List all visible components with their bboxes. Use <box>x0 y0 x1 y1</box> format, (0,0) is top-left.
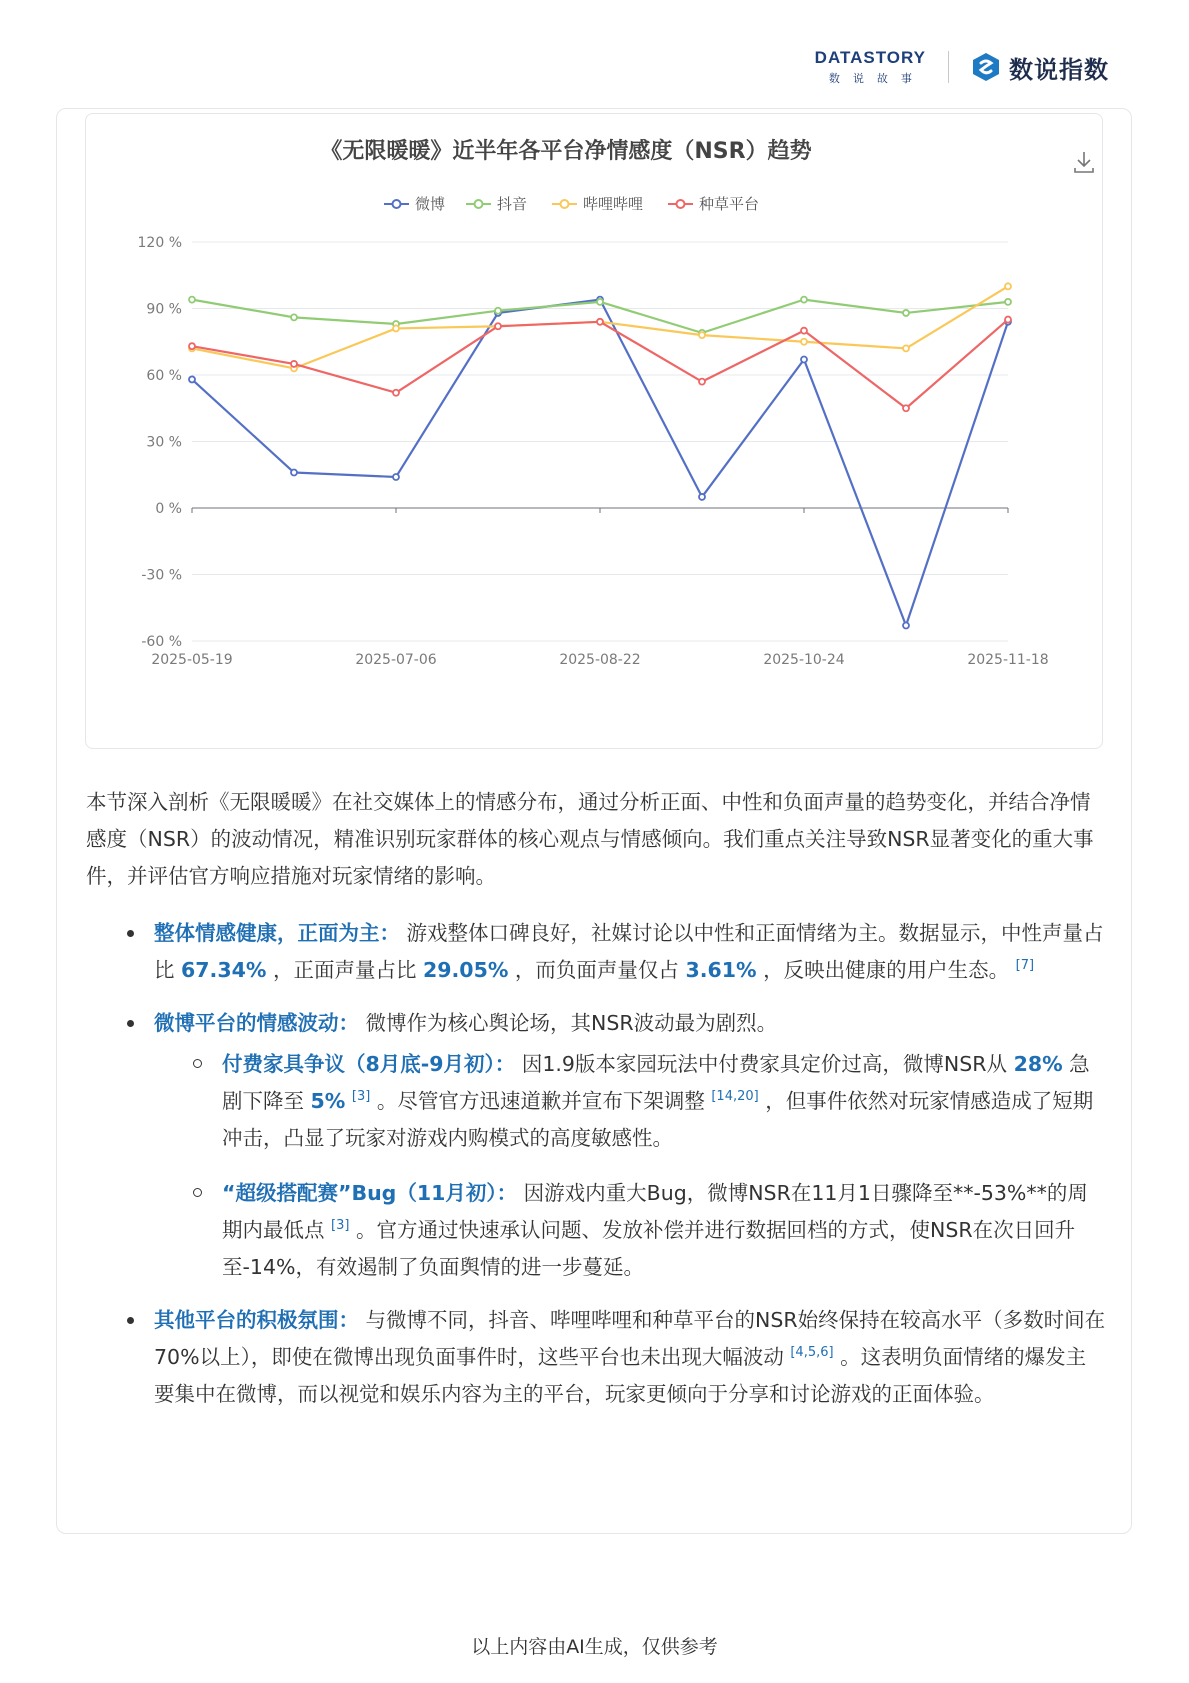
sub-title: 付费家具争议（8月底-9月初）： <box>222 1052 516 1076</box>
legend-item[interactable] <box>668 195 759 213</box>
legend-item[interactable] <box>552 195 643 213</box>
y-tick-label: -60 % <box>141 634 182 650</box>
list-item: 整体情感健康，正面为主： 游戏整体口碑良好，社媒讨论以中性和正面情绪为主。数据显示，中性声量占比 67.34% ，正面声量占比 29.05% ，而负面声量仅占 3.61% ，反映出健康的用户生态。 [7] <box>86 915 1106 989</box>
datastory-logo <box>815 48 926 86</box>
y-tick-label: 30 % <box>146 434 182 451</box>
data-point <box>1005 283 1011 289</box>
data-point <box>291 361 297 367</box>
citation-link[interactable]: [4,5,6] <box>790 1345 834 1361</box>
stat-neutral: 67.34% <box>181 958 267 982</box>
bullet-title: 微博平台的情感波动： <box>154 1011 359 1035</box>
ai-disclaimer: 以上内容由AI生成，仅供参考 <box>471 1636 718 1658</box>
header-divider <box>948 51 949 83</box>
brand-hexagon-icon <box>971 52 1001 82</box>
data-point <box>597 319 603 325</box>
header <box>815 44 1109 90</box>
x-tick-label: 2025-07-06 <box>355 652 437 668</box>
stat-positive: 29.05% <box>422 958 509 982</box>
y-tick-label: -30 % <box>141 567 182 584</box>
data-point <box>801 328 807 334</box>
data-point <box>495 308 501 314</box>
bullet-title: 其他平台的积极氛围： <box>154 1308 359 1332</box>
chart-container <box>85 113 1103 749</box>
data-point <box>699 494 705 500</box>
data-point <box>903 405 909 411</box>
x-tick-label: 2025-11-18 <box>967 652 1049 668</box>
intro-paragraph: 本节深入剖析《无限暖暖》在社交媒体上的情感分布，通过分析正面、中性和负面声量的趋势变化，并结合净情感度（NSR）的波动情况，精准识别玩家群体的核心观点与情感倾向。我们重点关注导致NSR显著变化的重大事件，并评估官方响应措施对玩家情绪的影响。 <box>86 790 1094 888</box>
list-item: 微博平台的情感波动： 微博作为核心舆论场，其NSR波动最为剧烈。 付费家具争议（8月底-9月初）： 因1.9版本家园玩法中付费家具定价过高，微博NSR从 28% 急剧下降至 5% [3] 。尽管官方迅速道歉并宣布下架调整 [14,20] ，但事件依然对玩家情感造成了短期冲击，凸显了玩家对游戏内购模式的高度敏感性。 “超级搭配赛”Bug（11月初）： 因游戏内重大Bug，微博NSR在11月1日骤降至**-53%**的周期内最低点 [3] 。官方通过快速承认问题、发放补偿并进行数据回档的方式，使NSR在次日回升至-14%，有效遏制了负面舆情的进一步蔓延。 <box>86 1005 1106 1286</box>
legend-label: 微博 <box>415 195 446 213</box>
legend-label: 种草平台 <box>699 195 760 213</box>
legend-item[interactable] <box>466 195 527 213</box>
sub-title: “超级搭配赛”Bug（11月初）： <box>222 1181 518 1205</box>
datastory-logo-sub: 数说故事 <box>828 72 925 85</box>
download-icon[interactable] <box>1075 152 1093 172</box>
legend-marker <box>475 200 483 208</box>
data-point <box>291 470 297 476</box>
legend-label: 抖音 <box>497 195 528 213</box>
data-point <box>801 356 807 362</box>
citation-link[interactable]: [7] <box>1015 958 1035 974</box>
data-point <box>291 314 297 320</box>
bullet-title: 整体情感健康，正面为主： <box>154 921 400 945</box>
citation-link[interactable]: [3] <box>331 1218 350 1234</box>
list-item: 其他平台的积极氛围： 与微博不同，抖音、哔哩哔哩和种草平台的NSR始终保持在较高水平（多数时间在70%以上），即使在微博出现负面事件时，这些平台也未出现大幅波动 [4,5,6] 。这表明负面情绪的爆发主要集中在微博，而以视觉和娱乐内容为主的平台，玩家更倾向于分享和讨论游戏的正面体验。 <box>86 1302 1106 1413</box>
data-point <box>393 474 399 480</box>
data-point <box>597 299 603 305</box>
y-tick-label: 90 % <box>146 301 182 318</box>
brand-text: 数说指数 <box>1009 55 1109 84</box>
series-line <box>192 300 1008 626</box>
data-point <box>189 297 195 303</box>
data-point <box>393 325 399 331</box>
citation-link[interactable]: [3] <box>351 1089 371 1105</box>
data-point <box>189 343 195 349</box>
data-point <box>699 379 705 385</box>
bullet-list <box>86 915 1106 1413</box>
brand <box>971 50 1109 85</box>
y-tick-label: 0 % <box>155 501 182 517</box>
sub-list-item: “超级搭配赛”Bug（11月初）： 因游戏内重大Bug，微博NSR在11月1日骤降至**-53%**的周期内最低点 [3] 。官方通过快速承认问题、发放补偿并进行数据回档的方式，使NSR在次日回升至-14%，有效遏制了负面舆情的进一步蔓延。 <box>154 1175 1106 1286</box>
x-tick-label: 2025-05-19 <box>151 652 233 668</box>
analysis-content <box>86 784 1106 1413</box>
chart-legend <box>384 195 759 213</box>
data-point <box>699 332 705 338</box>
legend-marker <box>561 200 569 208</box>
data-point <box>903 622 909 628</box>
data-point <box>1005 317 1011 323</box>
x-tick-label: 2025-08-22 <box>559 652 641 668</box>
chart-title: 《无限暖暖》近半年各平台净情感度（NSR）趋势 <box>320 139 812 164</box>
legend-marker <box>677 200 685 208</box>
series-line <box>192 320 1008 409</box>
data-point <box>903 345 909 351</box>
legend-label: 哔哩哔哩 <box>583 195 644 213</box>
data-point <box>801 339 807 345</box>
y-tick-label: 120 % <box>137 235 182 251</box>
citation-link[interactable]: [14,20] <box>711 1089 759 1105</box>
y-tick-label: 60 % <box>146 368 182 384</box>
data-point <box>801 297 807 303</box>
x-tick-label: 2025-10-24 <box>763 652 845 668</box>
sub-list <box>154 1046 1106 1286</box>
data-point <box>1005 299 1011 305</box>
data-point <box>189 376 195 382</box>
datastory-logo-text: DATASTORY <box>814 48 926 67</box>
legend-item[interactable] <box>384 195 445 213</box>
chart-series <box>189 283 1011 628</box>
legend-marker <box>393 200 401 208</box>
data-point <box>495 323 501 329</box>
data-point <box>903 310 909 316</box>
series-1 <box>189 297 1011 336</box>
nsr-line-chart <box>86 114 1104 750</box>
data-point <box>393 390 399 396</box>
sub-list-item: 付费家具争议（8月底-9月初）： 因1.9版本家园玩法中付费家具定价过高，微博NSR从 28% 急剧下降至 5% [3] 。尽管官方迅速道歉并宣布下架调整 [14,20] ，但事件依然对玩家情感造成了短期冲击，凸显了玩家对游戏内购模式的高度敏感性。 <box>154 1046 1106 1157</box>
stat-negative: 3.61% <box>685 958 757 982</box>
series-3 <box>189 317 1011 412</box>
